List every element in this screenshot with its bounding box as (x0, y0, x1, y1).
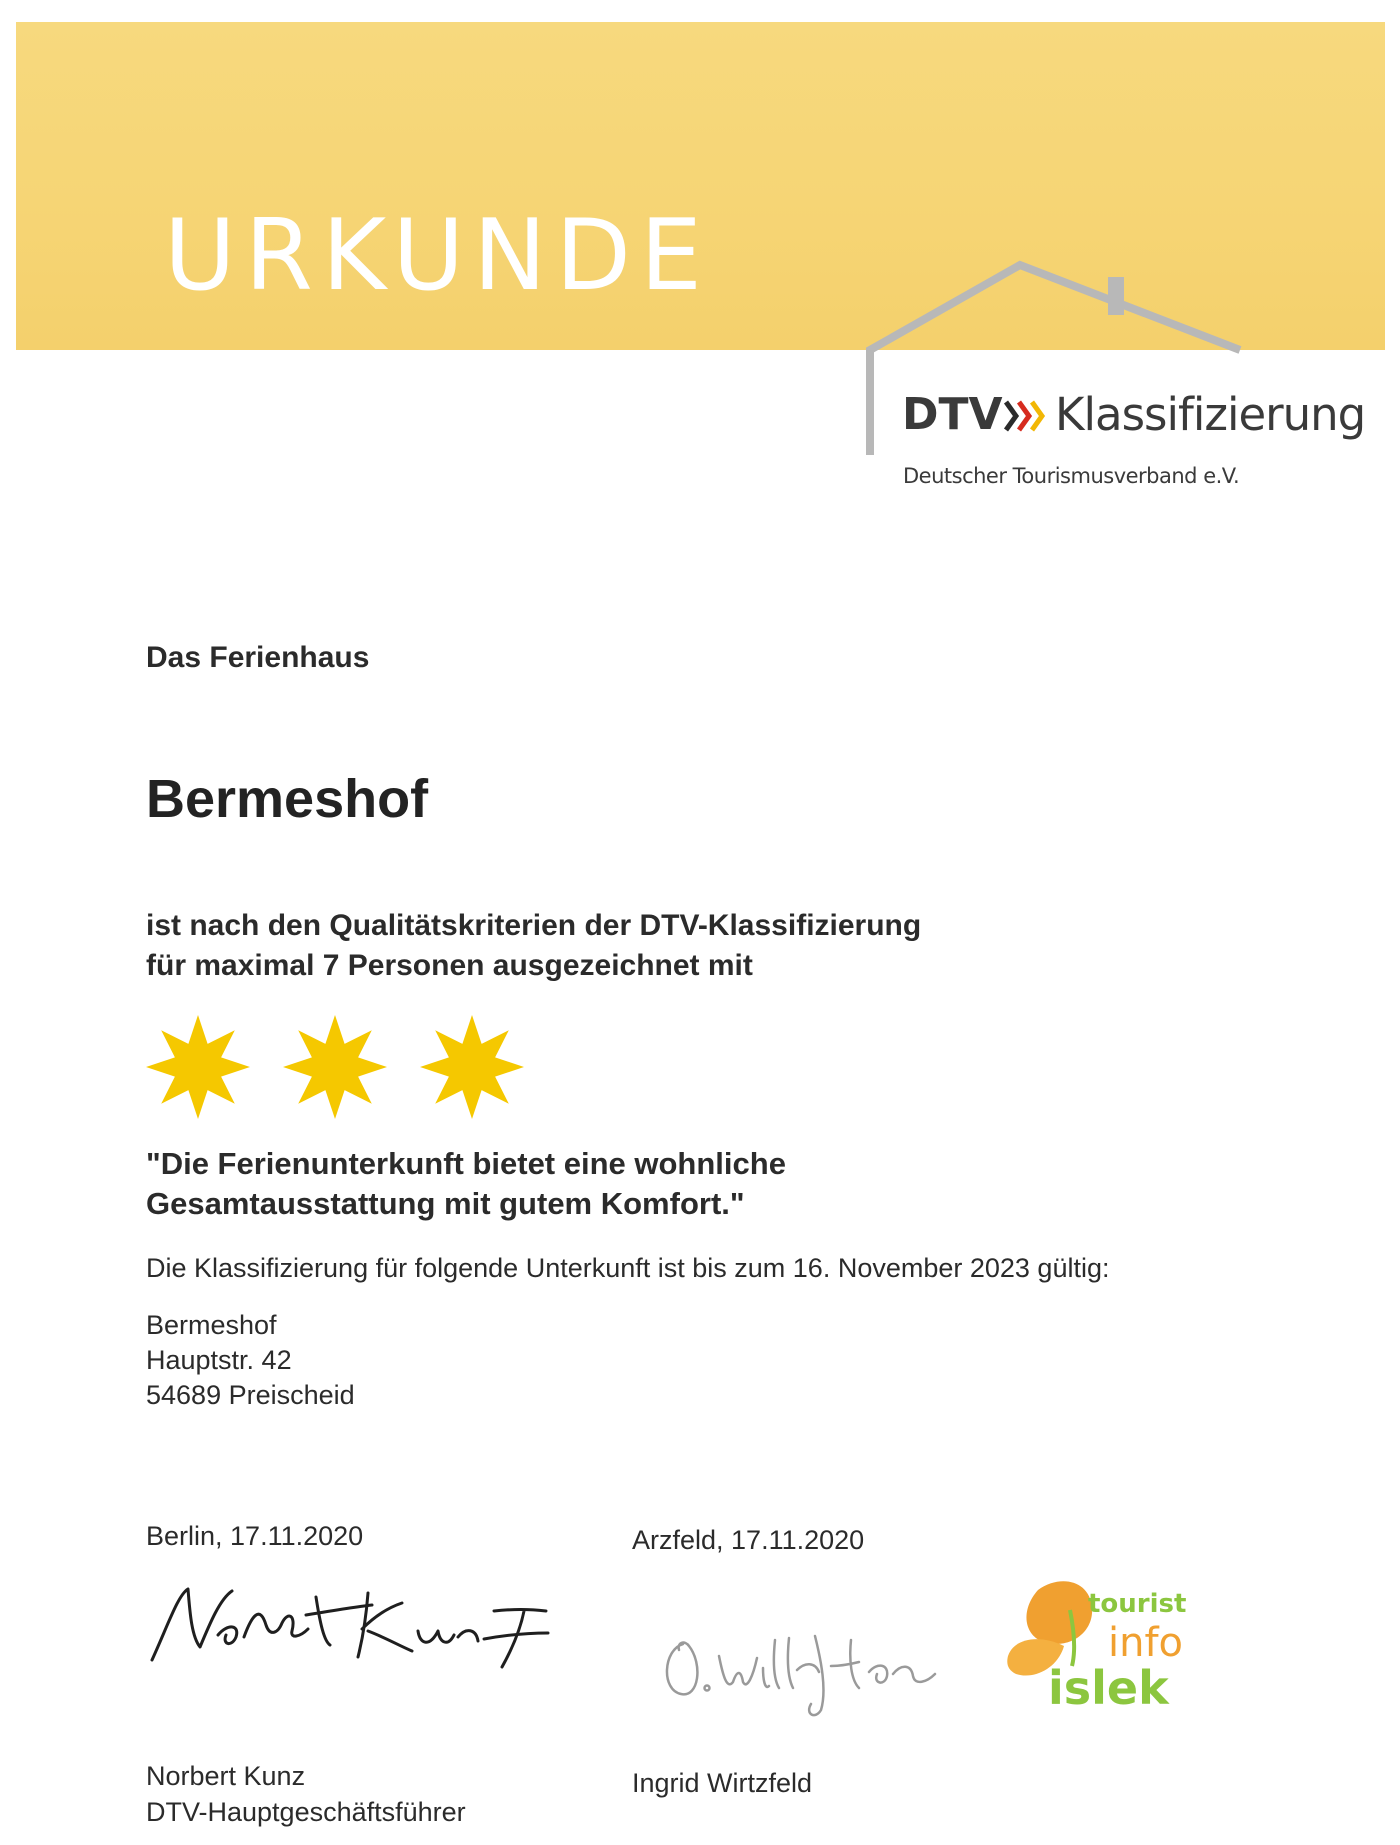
rating-quote (146, 1144, 786, 1224)
signer-right (632, 1765, 812, 1801)
address-line-3: 54689 Preischeid (146, 1380, 355, 1410)
islek-word: islek (1048, 1661, 1169, 1715)
signature-ingrid-wirtzfeld (655, 1610, 955, 1720)
quote-line-1: "Die Ferienunterkunft bietet eine wohnliche (146, 1146, 786, 1181)
signer-left (146, 1758, 466, 1830)
tourist-word: tourist (1088, 1589, 1187, 1619)
signature-norbert-kunz (140, 1575, 570, 1675)
dtv-klassifizierung: Klassifizierung (1055, 388, 1366, 441)
tourist-info-islek-logo (1000, 1570, 1210, 1720)
signer-left-title: DTV-Hauptgeschäftsführer (146, 1797, 466, 1827)
star-rating (146, 1012, 526, 1122)
property-address (146, 1308, 355, 1413)
dtv-brand: DTV (902, 389, 1003, 440)
quote-line-2: Gesamtausstattung mit gutem Komfort." (146, 1186, 745, 1221)
validity-text: Die Klassifizierung für folgende Unterkunft ist bis zum 16. November 2023 gültig: (146, 1253, 1110, 1283)
signer-right-name: Ingrid Wirtzfeld (632, 1768, 813, 1798)
star-icon (420, 1015, 524, 1119)
info-word: info (1108, 1620, 1184, 1666)
property-name: Bermeshof (146, 769, 429, 829)
address-line-2: Hauptstr. 42 (146, 1345, 292, 1375)
place-date-left: Berlin, 17.11.2020 (146, 1521, 364, 1551)
dtv-chevrons-icon (1002, 396, 1052, 436)
criteria-line-2: für maximal 7 Personen ausgezeichnet mit (146, 949, 753, 982)
criteria-text (146, 906, 921, 986)
place-date-right: Arzfeld, 17.11.2020 (632, 1525, 865, 1555)
star-icon (283, 1015, 387, 1119)
butterfly-wing-upper-icon (1027, 1581, 1093, 1644)
address-line-1: Bermeshof (146, 1310, 277, 1340)
criteria-line-1: ist nach den Qualitätskriterien der DTV-Klassifizierung (146, 909, 922, 942)
dtv-organisation: Deutscher Tourismusverband e.V. (903, 464, 1240, 488)
star-icon (146, 1015, 250, 1119)
certificate-title: URKUNDE (164, 199, 711, 313)
property-type: Das Ferienhaus (146, 641, 370, 674)
signer-left-name: Norbert Kunz (146, 1761, 306, 1791)
